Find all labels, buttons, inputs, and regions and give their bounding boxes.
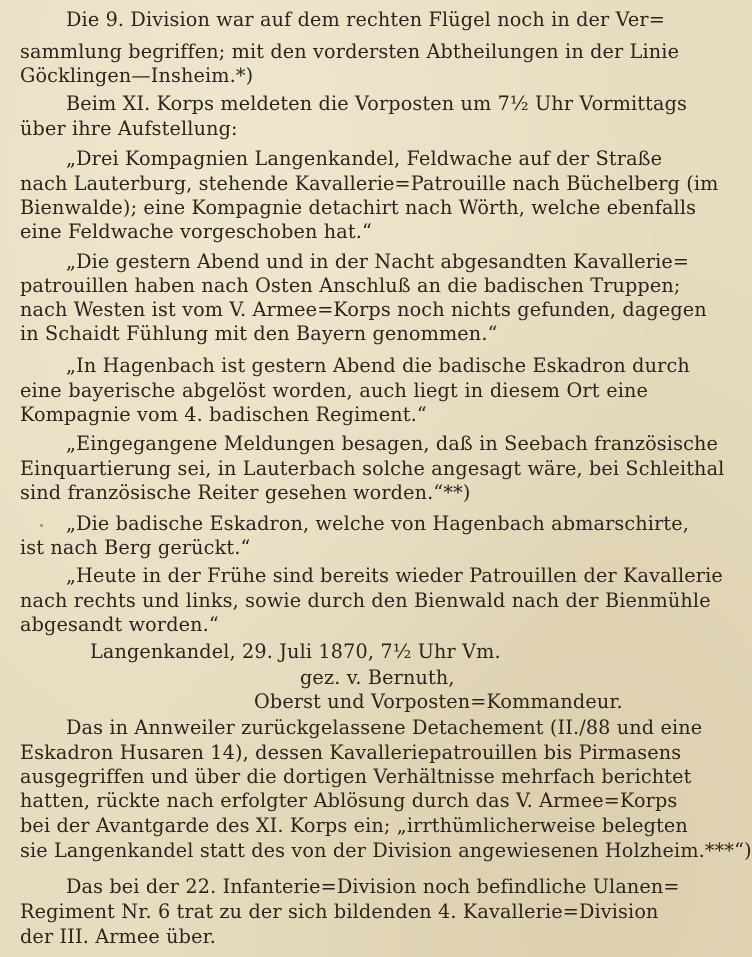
text-line: über ihre Aufstellung: [20,117,238,140]
text-line: der III. Armee über. [20,925,217,948]
signature-title: Oberst und Vorposten=Kommandeur. [254,690,623,713]
text-line: Regiment Nr. 6 trat zu der sich bildenden 4. Kavallerie=Division [20,900,659,923]
quote-line: patrouillen haben nach Osten Anschluß an die badischen Truppen; [20,274,681,297]
quote-line: „Die badische Eskadron, welche von Hagenbach abmarschirte, [66,512,690,535]
quote-line: eine Feldwache vorgeschoben hat.“ [20,220,372,243]
quote-line: „Eingegangene Meldungen besagen, daß in Seebach französische [66,432,718,455]
text-line: ausgegriffen und über die dortigen Verhältnisse mehrfach berichtet [20,765,692,788]
signature-name: gez. v. Bernuth, [300,666,455,689]
quote-line: „Heute in der Frühe sind bereits wieder Patrouillen der Kavallerie [66,564,723,587]
quote-line: abgesandt worden.“ [20,613,219,636]
signature-place-date: Langenkandel, 29. Juli 1870, 7½ Uhr Vm. [90,640,501,663]
text-line: hatten, rückte nach erfolgter Ablösung durch das V. Armee=Korps [20,789,678,812]
text-line: sammlung begriffen; mit den vordersten Abtheilungen in der Linie [20,40,680,63]
quote-line: „Drei Kompagnien Langenkandel, Feldwache auf der Straße [66,147,663,170]
text-line: sie Langenkandel statt des von der Division angewiesenen Holzheim.***“) [20,839,752,862]
quote-line: „Die gestern Abend und in der Nacht abgesandten Kavallerie= [66,250,690,273]
text-line: Eskadron Husaren 14), dessen Kavalleriepatrouillen bis Pirmasens [20,741,682,764]
text-line: Die 9. Division war auf dem rechten Flügel noch in der Ver= [66,8,665,31]
quote-line: ist nach Berg gerückt.“ [20,536,251,559]
quote-line: nach Lauterburg, stehende Kavallerie=Patrouille nach Büchelberg (im [20,172,719,195]
quote-line: in Schaidt Fühlung mit den Bayern genommen.“ [20,322,498,345]
quote-line: nach rechts und links, sowie durch den Bienwald nach der Bienmühle [20,589,711,612]
quote-line: Einquartierung sei, in Lauterbach solche angesagt wäre, bei Schleithal [20,457,725,480]
quote-line: „In Hagenbach ist gestern Abend die badische Eskadron durch [66,354,690,377]
text-line: Das in Annweiler zurückgelassene Detachement (II./88 und eine [66,716,703,739]
paper-speck [40,524,43,527]
quote-line: Kompagnie vom 4. badischen Regiment.“ [20,403,427,426]
quote-line: Bienwalde); eine Kompagnie detachirt nach Wörth, welche ebenfalls [20,196,697,219]
text-line: bei der Avantgarde des XI. Korps ein; „irrthümlicherweise belegten [20,814,688,837]
quote-line: sind französische Reiter gesehen worden.“**) [20,481,471,504]
text-line: Das bei der 22. Infanterie=Division noch befindliche Ulanen= [66,875,680,898]
quote-line: nach Westen ist vom V. Armee=Korps noch nichts gefunden, dagegen [20,298,707,321]
quote-line: eine bayerische abgelöst worden, auch liegt in diesem Ort eine [20,379,648,402]
text-line: Beim XI. Korps meldeten die Vorposten um 7½ Uhr Vormittags [66,92,688,115]
text-line: Göcklingen—Insheim.*) [20,64,254,87]
